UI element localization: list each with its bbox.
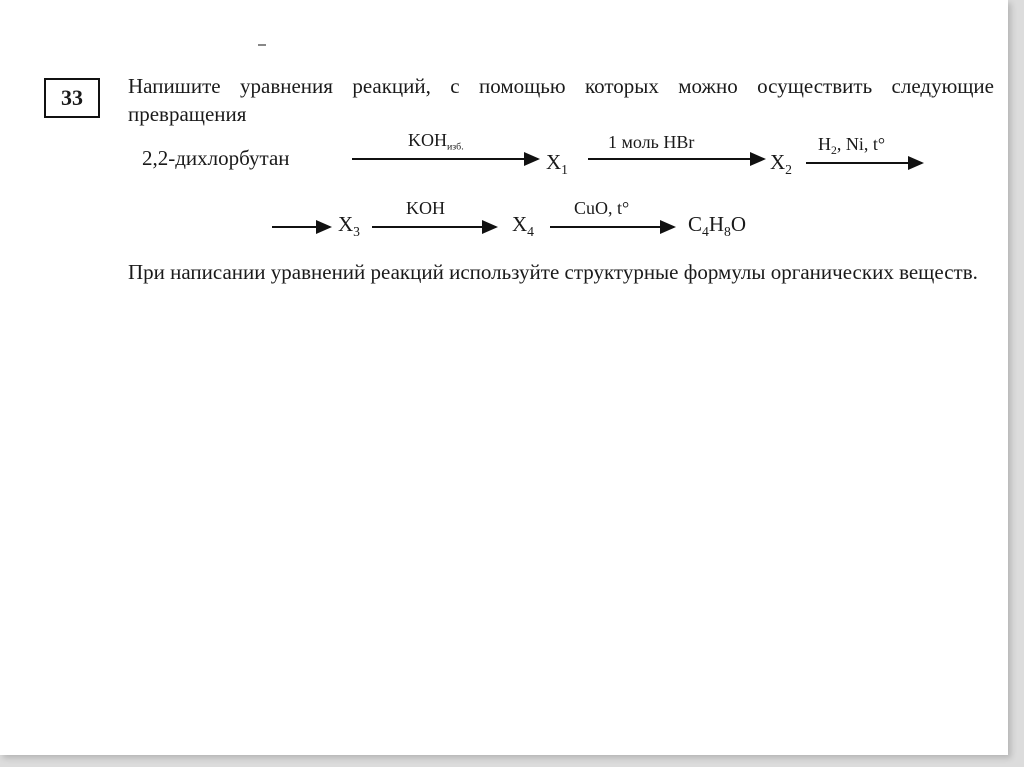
product-h: H (708, 212, 725, 236)
reaction-arrow-4 (372, 226, 496, 228)
x1-symbol: X (546, 150, 562, 174)
product-o: O (730, 212, 747, 236)
x3-index: 3 (353, 223, 360, 239)
x2 (770, 150, 792, 175)
arrow1-note: изб. (447, 141, 464, 153)
x2-symbol: X (770, 150, 786, 174)
task-instruction: При написании уравнений реакций используйте структурные формулы органических веществ. (128, 260, 978, 284)
reaction-arrow-5 (550, 226, 674, 228)
arrow3-label (818, 134, 886, 158)
product-c-index: 4 (702, 223, 709, 239)
reaction-arrow-3 (806, 162, 922, 164)
x3 (338, 212, 360, 237)
arrow4-reagent: KOH (406, 198, 445, 218)
start-compound: 2,2-дихлорбутан (142, 146, 290, 170)
arrow1-label (408, 130, 464, 151)
final-product (688, 212, 746, 237)
x4-symbol: X (512, 212, 528, 236)
arrow3-h-index: 2 (831, 144, 837, 158)
x1 (546, 150, 568, 175)
reaction-arrow-2 (588, 158, 764, 160)
x3-symbol: X (338, 212, 354, 236)
decorative-dash (258, 44, 266, 46)
arrow2-reagent: 1 моль HBr (608, 132, 695, 152)
x4 (512, 212, 534, 237)
reaction-arrow-1 (352, 158, 538, 160)
continuation-arrow (272, 226, 330, 228)
arrow5-reagent: CuO, t° (574, 198, 630, 218)
x1-index: 1 (561, 161, 568, 177)
x2-index: 2 (785, 161, 792, 177)
product-c: C (688, 212, 703, 236)
task-prompt: Напишите уравнения реакций, с помощью которых можно осуществить следующие превращения (128, 74, 994, 126)
product-h-index: 8 (724, 223, 731, 239)
arrow1-reagent: KOH (408, 130, 447, 150)
arrow3-h: H (818, 134, 831, 154)
x4-index: 4 (527, 223, 534, 239)
arrow3-rest: , Ni, t° (836, 134, 886, 154)
task-number: 33 (44, 78, 100, 118)
